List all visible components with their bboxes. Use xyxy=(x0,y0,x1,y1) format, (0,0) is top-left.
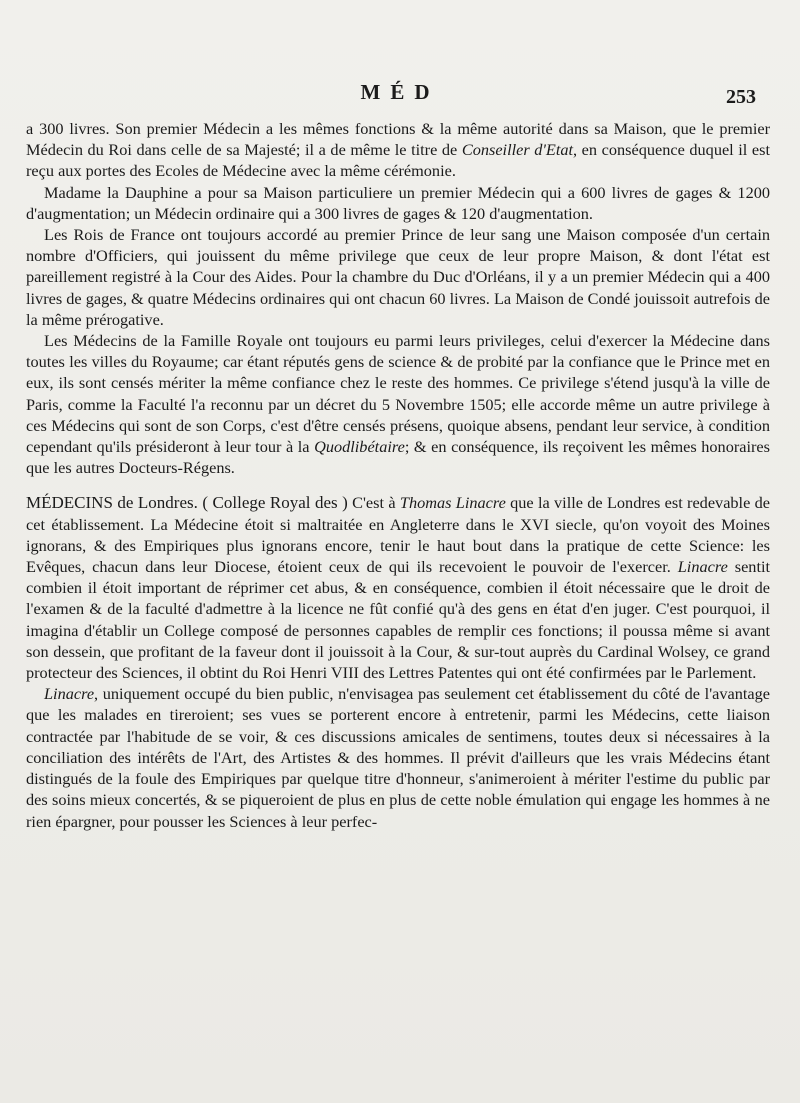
paragraph-dauphine xyxy=(26,182,770,224)
entry-text: que la ville de Londres est redevable de cet établissement. La Médecine étoit si maltraitée en Angleterre dans le XVI siecle, qu'on voyoit des Moines ignorans, & des Empiriques plus ignorans encore, tenir le haut bout dans la pratique de cette Science: les Evêques, chacun dans leur Diocese, étoient ceux de qui ils recevoient le pouvoir de l'exercer. xyxy=(26,493,770,577)
italic-term: Quodlibétaire xyxy=(314,437,405,457)
paragraph-text: ; & en conséquence, ils reçoivent les mêmes honoraires que les autres Docteurs-Régens. xyxy=(26,437,770,478)
entry-title: MÉDECINS de Londres. ( College Royal des ) xyxy=(26,493,348,513)
page-number: 253 xyxy=(726,86,756,108)
person-name: Linacre xyxy=(44,684,95,704)
paragraph-continued xyxy=(26,118,770,182)
page-header xyxy=(0,80,800,110)
paragraph-linacre xyxy=(26,683,770,831)
paragraph-text: , en conséquence duquel il est reçu aux portes des Ecoles de Médecine avec la même cérémonie. xyxy=(26,140,771,181)
paragraph-text: Madame la Dauphine a pour sa Maison particuliere un premier Médecin qui a 600 livres de gages & 1200 d'augmentation; un Médecin ordinaire qui a 300 livres de gages & 120 d'augmentation. xyxy=(26,182,770,223)
paragraph-text: Les Médecins de la Famille Royale ont toujours eu parmi leurs privileges, celui d'exercer la Médecine dans toutes les villes du Royaume; car étant réputés gens de science & de probité par la confiance que le Prince met en eux, ils sont censés mériter la même confiance chez le reste des hommes. Ce privilege s'étend jusqu'à la ville de Paris, comme la Faculté l'a reconnu par un décret du 5 Novembre 1505; elle accorde même un autre privilege à ces Médecins qui sont de son Corps, c'est d'être censés présens, quoique absens, pendant leur service, à condition cependant qu'ils présideront à leur tour à la xyxy=(26,331,770,457)
paragraph-rois xyxy=(26,224,770,330)
paragraph-text: a 300 livres. Son premier Médecin a les mêmes fonctions & la même autorité dans sa Maison, que le premier Médecin du Roi dans celle de sa Majesté; il a de même le titre de xyxy=(26,119,770,160)
person-name: Linacre xyxy=(677,557,728,577)
paragraph-famille-royale xyxy=(26,330,770,478)
paragraph-text: Les Rois de France ont toujours accordé au premier Prince de leur sang une Maison composée d'un certain nombre d'Officiers, qui jouissent du même privilege que ceux de leur propre Maison, & dont l'état est pareillement registré à la Cour des Aides. Pour la chambre du Duc d'Orléans, il y a un premier Médecin qui a 400 livres de gages, & quatre Médecins ordinaires qui ont chacun 60 livres. La Maison de Condé jouissoit autrefois de la même prérogative. xyxy=(26,225,770,329)
running-head: MÉD xyxy=(360,80,440,104)
entry-text: sentit combien il étoit important de réprimer cet abus, & en conséquence, combien il étoit nécessaire que le droit de l'examen & de la faculté d'admettre à la licence ne fût confié qu'à des gens en état d'en juger. C'est pourquoi, il imagina d'établir un College composé de personnes capables de remplir ces fonctions; il poussa même si avant son dessein, que profitant de la faveur dont il jouissoit à la Cour, & sur-tout auprès du Cardinal Wolsey, ce grand protecteur des Sciences, il obtint du Roi Henri VIII des Lettres Patentes qui ont été confirmées par le Parlement. xyxy=(26,557,771,683)
dictionary-entry xyxy=(26,492,770,683)
person-name: Thomas Linacre xyxy=(399,493,506,513)
paragraph-text: , uniquement occupé du bien public, n'envisagea pas seulement cet établissement du côté de l'avantage que les malades en tireroient; ses vues se porterent encore à entretenir, parmi les Médecins, cette liaison contractée par l'habitude de se voir, & ces discussions amicales de sentimens, toutes deux si nécessaires à la conciliation des intérêts de l'Art, des Artistes & des hommes. Il prévit d'ailleurs que les vrais Médecins étant distingués de la foule des Empiriques par quelque titre d'honneur, s'animeroient à mériter l'estime du public par des soins mieux concertés, & se piqueroient de plus en plus de cette noble émulation qui engage les hommes à ne rien épargner, pour pousser les Sciences à leur perfec- xyxy=(26,684,770,831)
page-body xyxy=(26,118,770,832)
entry-text: C'est à xyxy=(347,493,400,513)
italic-term: Conseiller d'Etat xyxy=(461,140,574,160)
